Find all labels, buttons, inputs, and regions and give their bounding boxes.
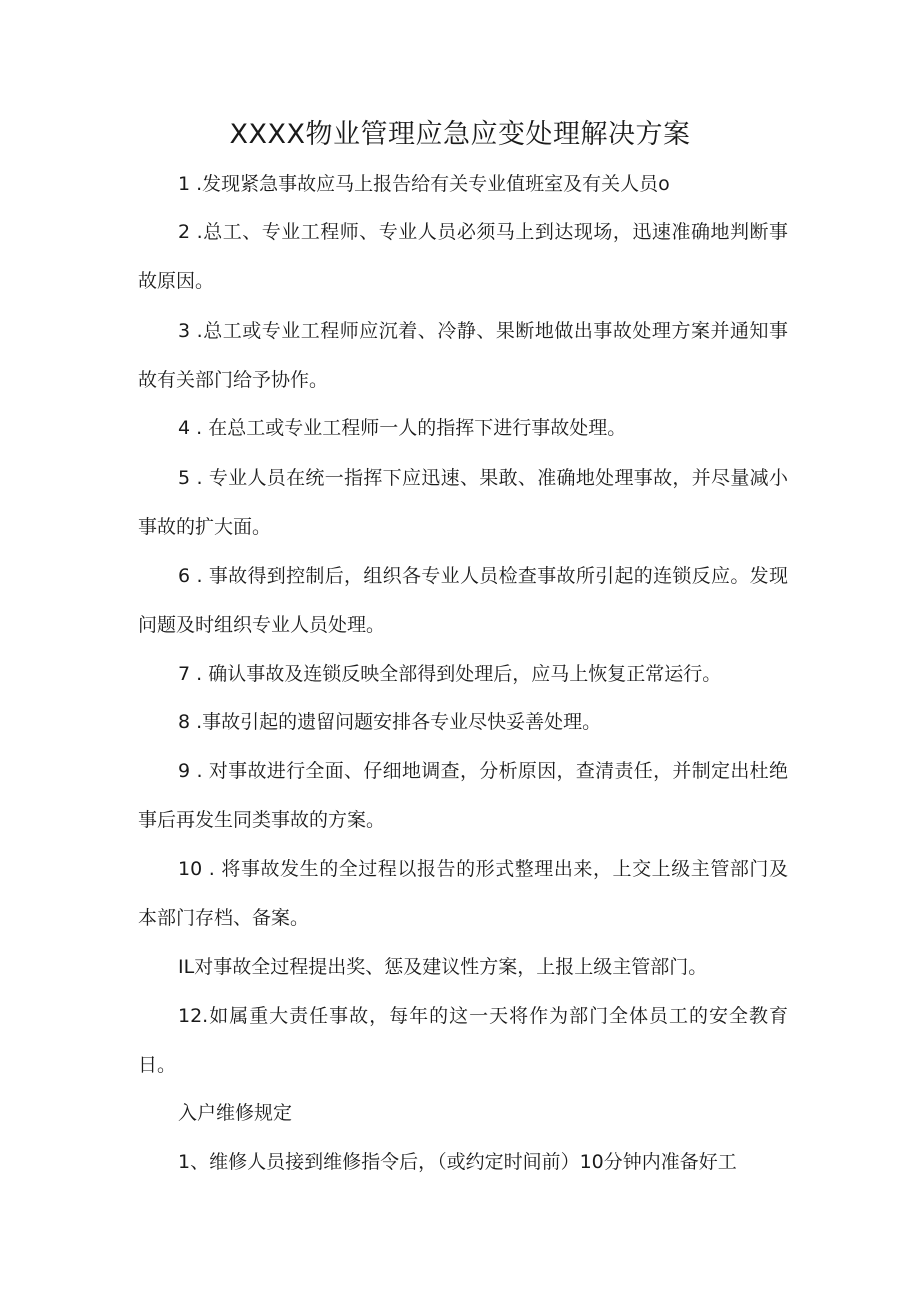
paragraph-12: 12.如属重大责任事故，每年的这一天将作为部门全体员工的安全教育日。	[138, 1005, 788, 1076]
paragraph-5: 5 . 专业人员在统一指挥下应迅速、果敢、准确地处理事故，并尽量减小事故的扩大面。	[138, 467, 788, 538]
paragraph-6: 6 . 事故得到控制后，组织各专业人员检查事故所引起的连锁反应。发现问题及时组织专业人员处理。	[138, 565, 788, 636]
paragraph-repair-rule-1: 1、维修人员接到维修指令后，（或约定时间前）10分钟内准备好工	[178, 1151, 737, 1173]
paragraph-9: 9 . 对事故进行全面、仔细地调查，分析原因，查清责任，并制定出杜绝事后再发生同类事故的方案。	[138, 760, 788, 831]
section-heading-repair-rules: 入户维修规定	[178, 1102, 293, 1124]
paragraph-3: 3 .总工或专业工程师应沉着、冷静、果断地做出事故处理方案并通知事故有关部门给予协作。	[138, 320, 788, 391]
paragraph-11: IL对事故全过程提出奖、惩及建议性方案，上报上级主管部门。	[178, 956, 708, 978]
paragraph-7: 7 . 确认事故及连锁反映全部得到处理后，应马上恢复正常运行。	[178, 663, 722, 685]
paragraph-4: 4 . 在总工或专业工程师一人的指挥下进行事故处理。	[178, 417, 627, 439]
paragraph-10: 10 . 将事故发生的全过程以报告的形式整理出来，上交上级主管部门及本部门存档、备案。	[138, 858, 788, 929]
paragraph-1: 1 .发现紧急事故应马上报告给有关专业值班室及有关人员o	[178, 173, 670, 195]
document-title: XXXX物业管理应急应变处理解决方案	[229, 119, 691, 150]
paragraph-8: 8 .事故引起的遗留问题安排各专业尽快妥善处理。	[178, 711, 602, 733]
paragraph-2: 2 .总工、专业工程师、专业人员必须马上到达现场，迅速准确地判断事故原因。	[138, 221, 788, 292]
